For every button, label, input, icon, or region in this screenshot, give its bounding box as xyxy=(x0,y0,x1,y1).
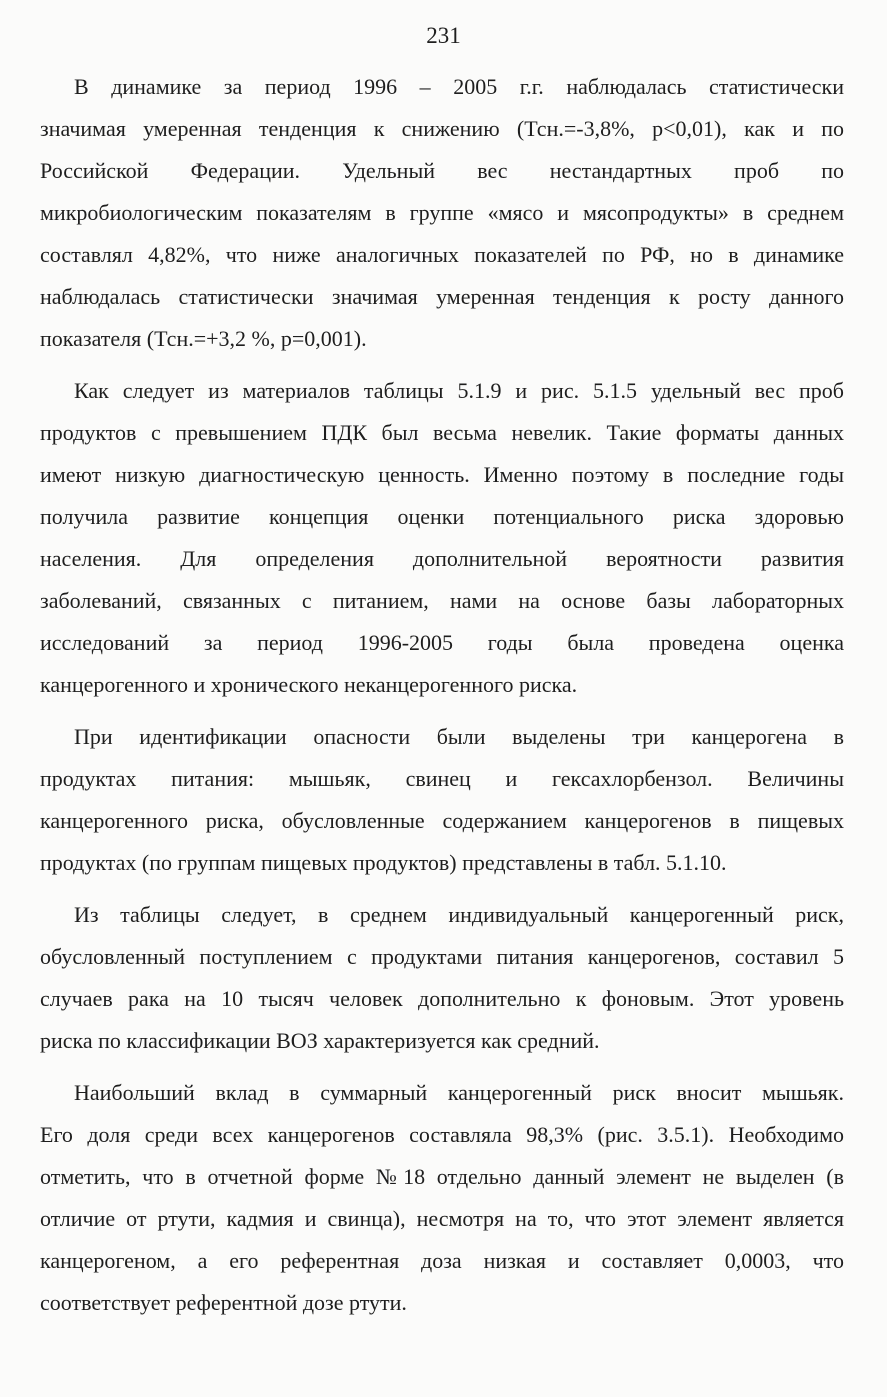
text-line: значимая умеренная тенденция к снижению (Тсн.=-3,8%, p<0,01), как и по xyxy=(40,116,844,141)
text-line: канцерогенного и хронического неканцерогенного риска. xyxy=(40,672,578,697)
text-line: получила развитие концепция оценки потенциального риска здоровью xyxy=(40,504,844,529)
text-line: Из таблицы следует, в среднем индивидуальный канцерогенный риск, xyxy=(74,902,844,927)
paragraph-2 xyxy=(40,370,844,706)
text-line: При идентификации опасности были выделены три канцерогена в xyxy=(74,724,844,749)
text-line: имеют низкую диагностическую ценность. Именно поэтому в последние годы xyxy=(40,462,844,487)
text-line: населения. Для определения дополнительной вероятности развития xyxy=(40,546,844,571)
text-line: отличие от ртути, кадмия и свинца), несмотря на то, что этот элемент является xyxy=(40,1206,844,1231)
text-line: соответствует референтной дозе ртути. xyxy=(40,1290,407,1315)
body-text xyxy=(40,66,844,1334)
text-line: продуктов с превышением ПДК был весьма невелик. Такие форматы данных xyxy=(40,420,844,445)
page-number: 231 xyxy=(426,23,461,48)
text-line: отметить, что в отчетной форме №18 отдельно данный элемент не выделен (в xyxy=(40,1164,844,1189)
paragraph-5 xyxy=(40,1072,844,1324)
text-line: исследований за период 1996-2005 годы была проведена оценка xyxy=(40,630,844,655)
paragraph-3 xyxy=(40,716,844,884)
text-line: заболеваний, связанных с питанием, нами на основе базы лабораторных xyxy=(40,588,844,613)
text-line: канцерогеном, а его референтная доза низкая и составляет 0,0003, что xyxy=(40,1248,844,1273)
text-line: В динамике за период 1996 – 2005 г.г. наблюдалась статистически xyxy=(74,74,844,99)
text-line: канцерогенного риска, обусловленные содержанием канцерогенов в пищевых xyxy=(40,808,844,833)
text-line: Наибольший вклад в суммарный канцерогенный риск вносит мышьяк. xyxy=(74,1080,844,1105)
text-line: Российской Федерации. Удельный вес нестандартных проб по xyxy=(40,158,844,183)
text-line: продуктах питания: мышьяк, свинец и гексахлорбензол. Величины xyxy=(40,766,844,791)
paragraph-4 xyxy=(40,894,844,1062)
text-line: микробиологическим показателям в группе «мясо и мясопродукты» в среднем xyxy=(40,200,844,225)
paragraph-1 xyxy=(40,66,844,360)
text-line: составлял 4,82%, что ниже аналогичных показателей по РФ, но в динамике xyxy=(40,242,844,267)
text-line: показателя (Тсн.=+3,2 %, p=0,001). xyxy=(40,326,367,351)
text-line: обусловленный поступлением с продуктами питания канцерогенов, составил 5 xyxy=(40,944,844,969)
text-line: Как следует из материалов таблицы 5.1.9 и рис. 5.1.5 удельный вес проб xyxy=(74,378,844,403)
text-line: риска по классификации ВОЗ характеризуется как средний. xyxy=(40,1028,600,1053)
text-line: случаев рака на 10 тысяч человек дополнительно к фоновым. Этот уровень xyxy=(40,986,844,1011)
text-line: наблюдалась статистически значимая умеренная тенденция к росту данного xyxy=(40,284,844,309)
text-line: продуктах (по группам пищевых продуктов) представлены в табл. 5.1.10. xyxy=(40,850,727,875)
text-line: Его доля среди всех канцерогенов составляла 98,3% (рис. 3.5.1). Необходимо xyxy=(40,1122,844,1147)
